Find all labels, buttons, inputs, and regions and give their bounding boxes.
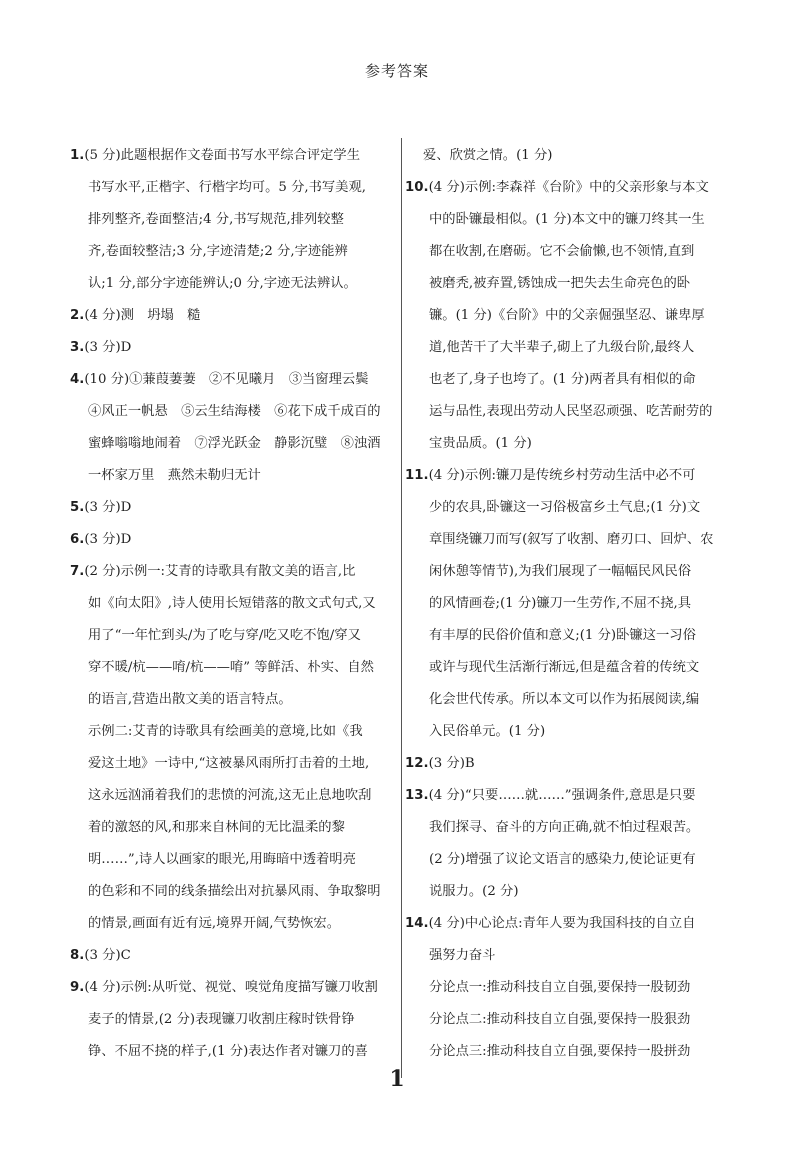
answer-line <box>405 236 728 268</box>
answer-text: (4 分)示例:从听觉、视觉、嗅觉角度描写镰刀收割 <box>84 980 378 995</box>
answer-line <box>405 364 728 396</box>
answer-text: 少的农具,卧镰这一习俗极富乡土气息;(1 分)文 <box>429 500 701 515</box>
answer-line <box>70 588 388 620</box>
answer-line <box>405 620 728 652</box>
answer-line <box>70 268 388 300</box>
answer-line <box>405 684 728 716</box>
answer-text: 也老了,身子也垮了。(1 分)两者具有相似的命 <box>429 372 696 387</box>
answer-text: 说服力。(2 分) <box>429 884 519 899</box>
answer-text: 镰。(1 分)《台阶》中的父亲倔强坚忍、谦卑厚 <box>429 308 705 323</box>
answer-text: 的风情画卷;(1 分)镰刀一生劳作,不屈不挠,具 <box>429 596 692 611</box>
question-number: 9. <box>70 980 85 995</box>
answer-item <box>70 332 388 364</box>
answer-first-line <box>405 908 728 940</box>
answer-text: 道,他苦干了大半辈子,砌上了九级台阶,最终人 <box>429 340 695 355</box>
answer-line <box>405 396 728 428</box>
answer-text: 有丰厚的民俗价值和意义;(1 分)卧镰这一习俗 <box>429 628 696 643</box>
answer-line <box>405 812 728 844</box>
answer-line <box>405 492 728 524</box>
answer-text: 明……”,诗人以画家的眼光,用晦暗中透着明亮 <box>88 852 356 867</box>
answer-text: 排列整齐,卷面整洁;4 分,书写规范,排列较整 <box>88 212 344 227</box>
answer-line <box>70 460 388 492</box>
answer-line <box>70 716 388 748</box>
answer-text: 宝贵品质。(1 分) <box>429 436 532 451</box>
answer-text: (4 分)“只要……就……”强调条件,意思是只要 <box>428 788 696 803</box>
answer-item <box>70 492 388 524</box>
answer-line <box>405 652 728 684</box>
answer-text: 都在收割,在磨砺。它不会偷懒,也不领情,直到 <box>429 244 695 259</box>
answer-line <box>70 204 388 236</box>
answer-first-line <box>70 492 388 524</box>
answer-line <box>405 940 728 972</box>
left-column <box>70 140 388 1068</box>
answer-first-line <box>70 972 388 1004</box>
answer-line <box>70 172 388 204</box>
answer-line <box>405 844 728 876</box>
answer-text: 分论点一:推动科技自立自强,要保持一股韧劲 <box>429 980 691 995</box>
answer-text: 穿不暖/杭——唷/杭——唷” 等鲜活、朴实、自然 <box>88 660 374 675</box>
answer-item <box>70 364 388 492</box>
answer-text: 强努力奋斗 <box>429 948 496 963</box>
question-number: 8. <box>70 948 85 963</box>
answer-text: 中的卧镰最相似。(1 分)本文中的镰刀终其一生 <box>429 212 705 227</box>
answer-text: 的色彩和不同的线条描绘出对抗暴风雨、争取黎明 <box>88 884 381 899</box>
answer-first-line <box>70 332 388 364</box>
answer-line <box>70 812 388 844</box>
answer-line <box>70 1036 388 1068</box>
question-number: 4. <box>70 372 85 387</box>
answer-line <box>70 748 388 780</box>
question-number: 12. <box>405 756 429 771</box>
column-divider <box>401 138 402 1078</box>
answer-text: ④风正一帆悬 ⑤云生结海楼 ⑥花下成千成百的 <box>88 404 381 419</box>
answer-text: 爱、欣赏之情。(1 分) <box>423 148 553 163</box>
answer-first-line <box>70 940 388 972</box>
answer-line <box>405 556 728 588</box>
answer-line <box>70 780 388 812</box>
answer-line <box>405 524 728 556</box>
answer-item <box>70 972 388 1068</box>
answer-text: 的情景,画面有近有远,境界开阔,气势恢宏。 <box>88 916 341 931</box>
answer-item <box>405 780 728 908</box>
answer-first-line <box>70 524 388 556</box>
answer-first-line <box>405 460 728 492</box>
answer-text: (5 分)此题根据作文卷面书写水平综合评定学生 <box>84 148 361 163</box>
answer-line <box>70 236 388 268</box>
answer-item <box>70 524 388 556</box>
answer-first-line <box>70 300 388 332</box>
answer-text: (2 分)示例一:艾青的诗歌具有散文美的语言,比 <box>84 564 356 579</box>
answer-text: 分论点二:推动科技自立自强,要保持一股狠劲 <box>429 1012 691 1027</box>
answer-line <box>70 1004 388 1036</box>
answer-line <box>70 684 388 716</box>
answer-item <box>70 556 388 940</box>
answer-first-line <box>70 556 388 588</box>
answer-text: 闲休憩等情节),为我们展现了一幅幅民风民俗 <box>429 564 692 579</box>
page-number: 1 <box>389 1066 405 1092</box>
question-number: 3. <box>70 340 85 355</box>
answer-first-line <box>405 780 728 812</box>
answer-text: 这永远汹涌着我们的悲愤的河流,这无止息地吹刮 <box>88 788 372 803</box>
answer-text: 书写水平,正楷字、行楷字均可。5 分,书写美观, <box>88 180 367 195</box>
question-number: 7. <box>70 564 85 579</box>
answer-line <box>405 1004 728 1036</box>
answer-line <box>70 396 388 428</box>
answer-line <box>70 620 388 652</box>
answer-item <box>405 172 728 460</box>
answer-first-line <box>405 172 728 204</box>
answer-text: 入民俗单元。(1 分) <box>429 724 546 739</box>
question-number: 5. <box>70 500 85 515</box>
answer-text: (3 分)D <box>84 340 132 355</box>
answer-text: 用了“一年忙到头/为了吃与穿/吃又吃不饱/穿又 <box>88 628 361 643</box>
question-number: 1. <box>70 148 85 163</box>
question-number: 13. <box>405 788 429 803</box>
answer-text: 或许与现代生活渐行渐远,但是蕴含着的传统文 <box>429 660 700 675</box>
question-number: 14. <box>405 916 429 931</box>
answer-text: (3 分)C <box>84 948 131 963</box>
question-number: 11. <box>405 468 429 483</box>
answer-text: 麦子的情景,(2 分)表现镰刀收割庄稼时铁骨铮 <box>88 1012 355 1027</box>
answer-text: 铮、不屈不挠的样子,(1 分)表达作者对镰刀的喜 <box>88 1044 368 1059</box>
answer-item <box>405 460 728 748</box>
answer-line <box>405 1036 728 1068</box>
answer-first-line <box>70 140 388 172</box>
question-number: 10. <box>405 180 429 195</box>
answer-text: 的语言,营造出散文美的语言特点。 <box>88 692 292 707</box>
answer-text: (3 分)D <box>84 532 132 547</box>
answer-text: (4 分)测 坍塌 糙 <box>84 308 201 323</box>
answer-item <box>70 940 388 972</box>
answer-text: (3 分)B <box>428 756 475 771</box>
answer-text: 齐,卷面较整洁;3 分,字迹清楚;2 分,字迹能辨 <box>88 244 348 259</box>
question-number: 6. <box>70 532 85 547</box>
answer-line <box>405 972 728 1004</box>
answer-text: 示例二:艾青的诗歌具有绘画美的意境,比如《我 <box>88 724 363 739</box>
answer-line <box>70 844 388 876</box>
answer-text: (4 分)示例:镰刀是传统乡村劳动生活中必不可 <box>428 468 696 483</box>
answer-line <box>405 428 728 460</box>
answer-text: 如《向太阳》,诗人使用长短错落的散文式句式,又 <box>88 596 376 611</box>
answer-item <box>405 140 728 172</box>
answer-first-line <box>405 140 728 172</box>
answer-item <box>70 300 388 332</box>
right-column <box>405 140 728 1068</box>
answer-text: 化会世代传承。所以本文可以作为拓展阅读,编 <box>429 692 700 707</box>
answer-item <box>70 140 388 300</box>
answer-text: (2 分)增强了议论文语言的感染力,使论证更有 <box>429 852 696 867</box>
answer-text: 运与品性,表现出劳动人民坚忍顽强、吃苦耐劳的 <box>429 404 713 419</box>
answer-text: 我们探寻、奋斗的方向正确,就不怕过程艰苦。 <box>429 820 700 835</box>
answer-text: 认;1 分,部分字迹能辨认;0 分,字迹无法辨认。 <box>88 276 357 291</box>
answer-line <box>405 332 728 364</box>
answer-item <box>405 908 728 1068</box>
answer-line <box>405 876 728 908</box>
page-title: 参考答案 <box>364 62 429 80</box>
answer-text: (10 分)①蒹葭萋萋 ②不见曦月 ③当窗理云鬓 <box>84 372 369 387</box>
answer-text: (3 分)D <box>84 500 132 515</box>
answer-line <box>405 204 728 236</box>
answer-line <box>70 428 388 460</box>
answer-text: 爱这土地》一诗中,“这被暴风雨所打击着的土地, <box>88 756 370 771</box>
answer-item <box>405 748 728 780</box>
answer-line <box>405 716 728 748</box>
answer-line <box>405 588 728 620</box>
answer-text: (4 分)中心论点:青年人要为我国科技的自立自 <box>428 916 696 931</box>
answer-text: 章围绕镰刀而写(叙写了收割、磨刃口、回炉、农 <box>429 532 714 547</box>
answer-text: 分论点三:推动科技自立自强,要保持一股拼劲 <box>429 1044 691 1059</box>
answer-first-line <box>70 364 388 396</box>
answer-line <box>405 268 728 300</box>
answer-text: 一杯家万里 燕然未勒归无计 <box>88 468 261 483</box>
answer-line <box>405 300 728 332</box>
answer-line <box>70 876 388 908</box>
answer-line <box>70 908 388 940</box>
answer-text: 蜜蜂嗡嗡地闹着 ⑦浮光跃金 静影沉璧 ⑧浊酒 <box>88 436 381 451</box>
answer-first-line <box>405 748 728 780</box>
answer-text: 被磨秃,被弃置,锈蚀成一把失去生命亮色的卧 <box>429 276 691 291</box>
question-number: 2. <box>70 308 85 323</box>
answer-text: (4 分)示例:李森祥《台阶》中的父亲形象与本文 <box>428 180 709 195</box>
answer-line <box>70 652 388 684</box>
answer-text: 着的激怒的风,和那来自林间的无比温柔的黎 <box>88 820 345 835</box>
